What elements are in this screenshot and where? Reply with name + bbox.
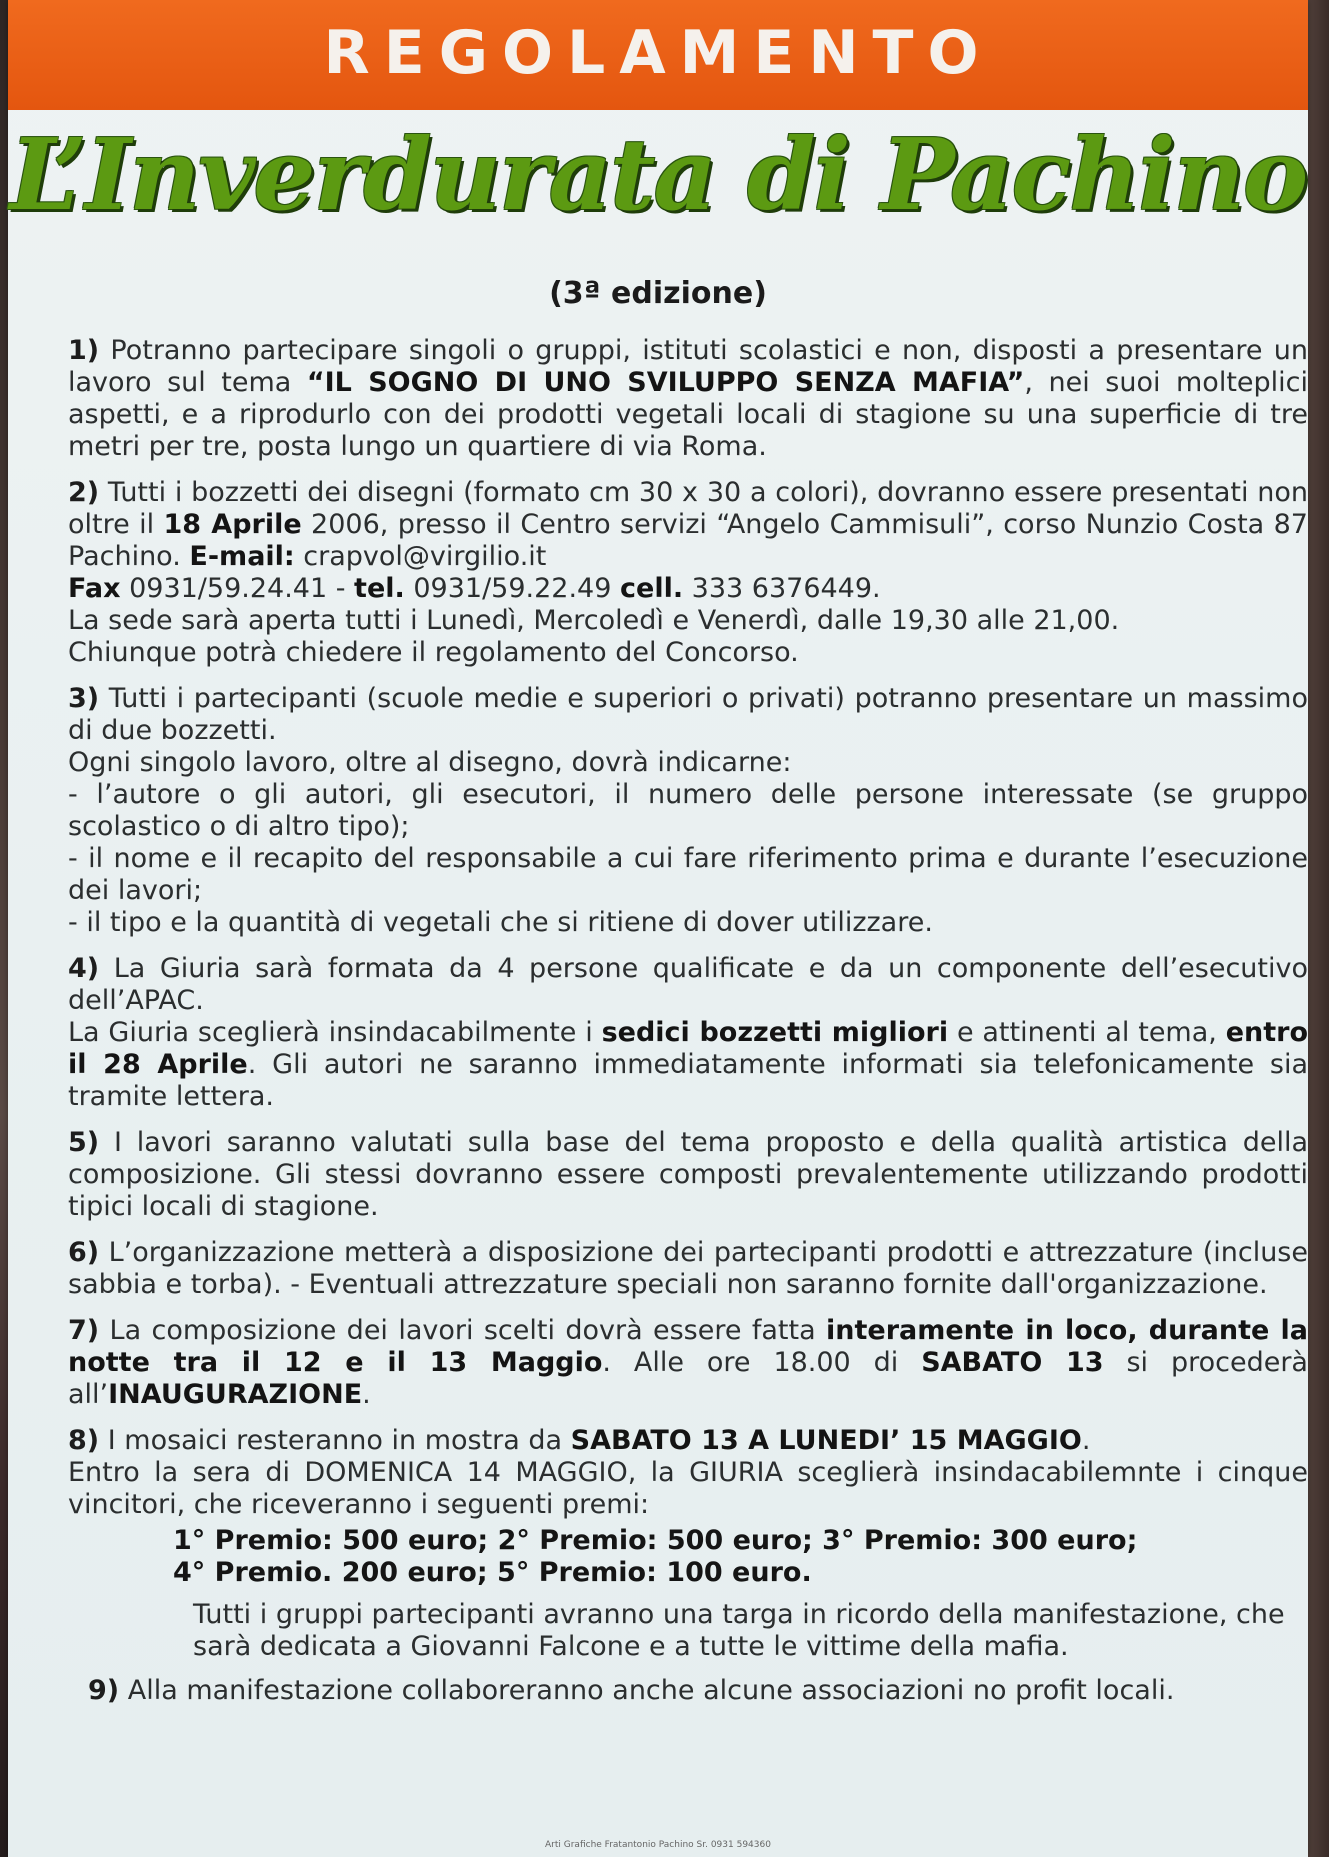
rule-text: . bbox=[1081, 1425, 1091, 1456]
header-band bbox=[8, 0, 1308, 110]
rule-bold-text: SABATO 13 bbox=[921, 1347, 1104, 1378]
prize-line: 1° Premio: 500 euro; 2° Premio: 500 euro; 3° Premio: 300 euro; bbox=[173, 1525, 1138, 1556]
rule-text: Potranno partecipare singoli o gruppi, istituti scolastici e non, disposti a presentare un lavoro sul tema bbox=[68, 335, 1308, 398]
rule-text: Tutti i bozzetti dei disegni (formato cm 30 x 30 a colori), dovranno essere presentati non oltre il bbox=[68, 477, 1308, 540]
rule-number: 1) bbox=[68, 335, 100, 366]
rule-text: La Giuria sceglierà insindacabilmente i bbox=[68, 1017, 602, 1048]
rule-1 bbox=[68, 335, 1308, 463]
edition-label: (3ª edizione) bbox=[549, 276, 767, 311]
rule-3 bbox=[68, 683, 1308, 939]
rules-content bbox=[68, 335, 1308, 1721]
rule-text: . Gli autori ne saranno immediatamente informati sia telefonicamente sia tramite lettera. bbox=[68, 1049, 1308, 1112]
rule-text: La sede sarà aperta tutti i Lunedì, Mercoledì e Venerdì, dalle 19,30 alle 21,00. bbox=[68, 605, 1120, 636]
rule-text: . Alle ore 18.00 di bbox=[602, 1347, 922, 1378]
rule-number: 8) bbox=[68, 1425, 100, 1456]
rule-text: . bbox=[362, 1379, 371, 1410]
rule-bold-text: INAUGURAZIONE bbox=[108, 1379, 363, 1410]
rule-text: I mosaici resteranno in mostra da bbox=[107, 1425, 571, 1456]
poster bbox=[8, 0, 1308, 1857]
rule-6 bbox=[68, 1237, 1308, 1301]
rule-number: 6) bbox=[68, 1237, 100, 1268]
email-label: E-mail: bbox=[189, 541, 295, 572]
rule-bold-text: 18 Aprile bbox=[163, 509, 302, 540]
rule-number: 5) bbox=[68, 1127, 100, 1158]
rule-text: Entro la sera di DOMENICA 14 MAGGIO, la GIURIA sceglierà insindacabilemnte i cinque vincitori, che riceveranno i seguenti premi: bbox=[68, 1457, 1308, 1520]
rule-number: 7) bbox=[68, 1315, 100, 1346]
prizes-block bbox=[173, 1525, 1308, 1589]
rule-text: Tutti i partecipanti (scuole medie e superiori o privati) potranno presentare un massimo di due bozzetti. bbox=[68, 683, 1308, 746]
rule-5 bbox=[68, 1127, 1308, 1223]
rule-bold-text: SABATO 13 A LUNEDI’ 15 MAGGIO bbox=[570, 1425, 1082, 1456]
rule-text: Ogni singolo lavoro, oltre al disegno, dovrà indicarne: bbox=[68, 747, 792, 778]
rule-text: e attinenti al tema, bbox=[948, 1017, 1226, 1048]
rule-8 bbox=[68, 1425, 1308, 1521]
tel-label: tel. bbox=[354, 573, 405, 604]
rule-text: Chiunque potrà chiedere il regolamento del Concorso. bbox=[68, 637, 799, 668]
rule-list-item: - il tipo e la quantità di vegetali che si ritiene di dover utilizzare. bbox=[68, 907, 933, 938]
rule-text: L’organizzazione metterà a disposizione dei partecipanti prodotti e attrezzature (incluse sabbia e torba). - Eventuali attrezzature speciali non saranno fornite dall'organizzazione. bbox=[68, 1237, 1308, 1300]
cell-value: 333 6376449. bbox=[683, 573, 881, 604]
rule-number: 9) bbox=[88, 1675, 120, 1706]
poster-title: L’Inverdurata di Pachino bbox=[9, 118, 1307, 233]
rule-text: 2006, presso il Centro servizi “Angelo Cammisuli”, corso Nunzio Costa 87 Pachino. bbox=[68, 509, 1308, 572]
rule-2 bbox=[68, 477, 1308, 669]
plaque-note: Tutti i gruppi partecipanti avranno una targa in ricordo della manifestazione, che sarà dedicata a Giovanni Falcone e a tutte le vittime della mafia. bbox=[193, 1599, 1285, 1662]
rule-4 bbox=[68, 953, 1308, 1113]
rule-bold-text: entro il 28 Aprile bbox=[68, 1017, 1309, 1080]
prize-line: 4° Premio. 200 euro; 5° Premio: 100 euro. bbox=[173, 1557, 812, 1588]
rule-text: , nei suoi molteplici aspetti, e a riprodurlo con dei prodotti vegetali locali di stagione su una superficie di tre metri per tre, posta lungo un quartiere di via Roma. bbox=[68, 367, 1309, 462]
rule-list-item: - l’autore o gli autori, gli esecutori, il numero delle persone interessate (se gruppo scolastico o di altro tipo); bbox=[68, 779, 1308, 842]
rule-text: I lavori saranno valutati sulla base del tema proposto e della qualità artistica della composizione. Gli stessi dovranno essere composti prevalentemente utilizzando prodotti tipici locali di stagione. bbox=[68, 1127, 1308, 1222]
rule-number: 2) bbox=[68, 477, 100, 508]
rule-text: Alla manifestazione collaboreranno anche alcune associazioni no profit locali. bbox=[127, 1675, 1175, 1706]
rule-bold-text: “IL SOGNO DI UNO SVILUPPO SENZA MAFIA” bbox=[306, 367, 1025, 398]
rule-bold-text: interamente in loco, durante la notte tra il 12 e il 13 Maggio bbox=[68, 1315, 1308, 1378]
header-title: REGOLAMENTO bbox=[323, 18, 993, 88]
printer-credit: Arti Grafiche Fratantonio Pachino Sr. 0931 594360 bbox=[545, 1840, 771, 1850]
email-value: crapvol@virgilio.it bbox=[294, 541, 547, 572]
fax-value: 0931/59.24.41 - bbox=[120, 573, 355, 604]
rule-number: 3) bbox=[68, 683, 100, 714]
tel-value: 0931/59.22.49 bbox=[404, 573, 620, 604]
rule-text: La composizione dei lavori scelti dovrà essere fatta bbox=[109, 1315, 826, 1346]
rule-9 bbox=[88, 1675, 1308, 1707]
rule-number: 4) bbox=[68, 953, 100, 984]
rule-list-item: - il nome e il recapito del responsabile a cui fare riferimento prima e durante l’esecuzione dei lavori; bbox=[68, 843, 1308, 906]
rule-text: si procederà all’ bbox=[68, 1347, 1308, 1410]
rule-text: La Giuria sarà formata da 4 persone qualificate e da un componente dell’esecutivo dell’APAC. bbox=[68, 953, 1308, 1016]
fax-label: Fax bbox=[68, 573, 121, 604]
cell-label: cell. bbox=[620, 573, 684, 604]
rule-bold-text: sedici bozzetti migliori bbox=[601, 1017, 949, 1048]
rule-7 bbox=[68, 1315, 1308, 1411]
